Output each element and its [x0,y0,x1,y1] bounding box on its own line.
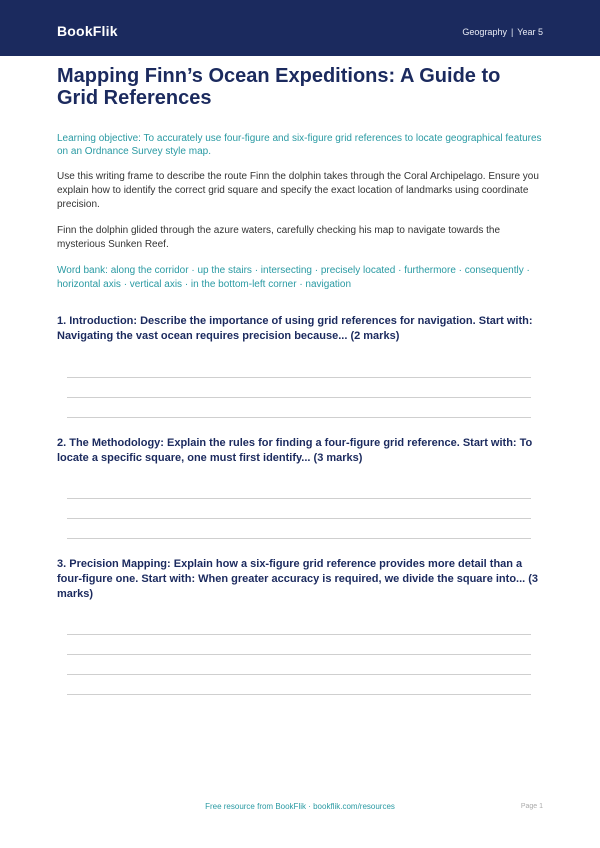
question-2-answer-lines[interactable] [67,498,531,539]
word-bank: Word bank: along the corridor · up the stairs · intersecting · precisely located · furthermore · consequently · horizontal axis · vertical axis · in the bottom-left corner · navigation [57,265,530,290]
subject-meta [462,27,543,37]
answer-line[interactable] [67,538,531,539]
page-header [0,0,600,56]
question-1-prompt: 1. Introduction: Describe the importance of using grid references for navigation. Start with: Navigating the vast ocean requires precision because... (2 marks) [57,315,533,342]
year-label: Year 5 [517,27,543,37]
subject-label: Geography [462,27,507,37]
learning-objective: Learning objective: To accurately use four-figure and six-figure grid references to locate geographical features on an Ordnance Survey style map. [57,133,542,157]
question-2-prompt: 2. The Methodology: Explain the rules for finding a four-figure grid reference. Start with: To locate a specific square, one must first identify... (3 marks) [57,437,533,464]
meta-separator: | [510,27,514,37]
answer-line[interactable] [67,498,531,499]
answer-line[interactable] [67,417,531,418]
question-1 [57,314,545,418]
footer-credit[interactable]: Free resource from BookFlik · bookflik.com/resources [205,802,395,811]
answer-line[interactable] [67,397,531,398]
answer-line[interactable] [67,654,531,655]
answer-line[interactable] [67,674,531,675]
brand-logo: BookFlik [57,23,118,39]
question-1-answer-lines[interactable] [67,377,531,418]
answer-line[interactable] [67,634,531,635]
page-number: Page 1 [520,803,543,810]
answer-line[interactable] [67,518,531,519]
page-title: Mapping Finn’s Ocean Expeditions: A Guide to Grid References [57,65,501,109]
story-paragraph: Finn the dolphin glided through the azure waters, carefully checking his map to navigate towards the mysterious Sunken Reef. [57,225,501,250]
question-2 [57,436,545,539]
question-3-prompt: 3. Precision Mapping: Explain how a six-figure grid reference provides more detail than a four-figure one. Start with: When greater accuracy is required, we divide the square into... (3 marks) [57,558,539,600]
instructions-paragraph: Use this writing frame to describe the route Finn the dolphin takes through the Coral Archipelago. Ensure you explain how to identify the correct grid square and specify the exact location of landmarks using coordinate precision. [57,171,539,210]
answer-line[interactable] [67,377,531,378]
answer-line[interactable] [67,694,531,695]
question-3-answer-lines[interactable] [67,634,531,695]
worksheet-content [57,65,545,695]
question-3 [57,557,545,695]
